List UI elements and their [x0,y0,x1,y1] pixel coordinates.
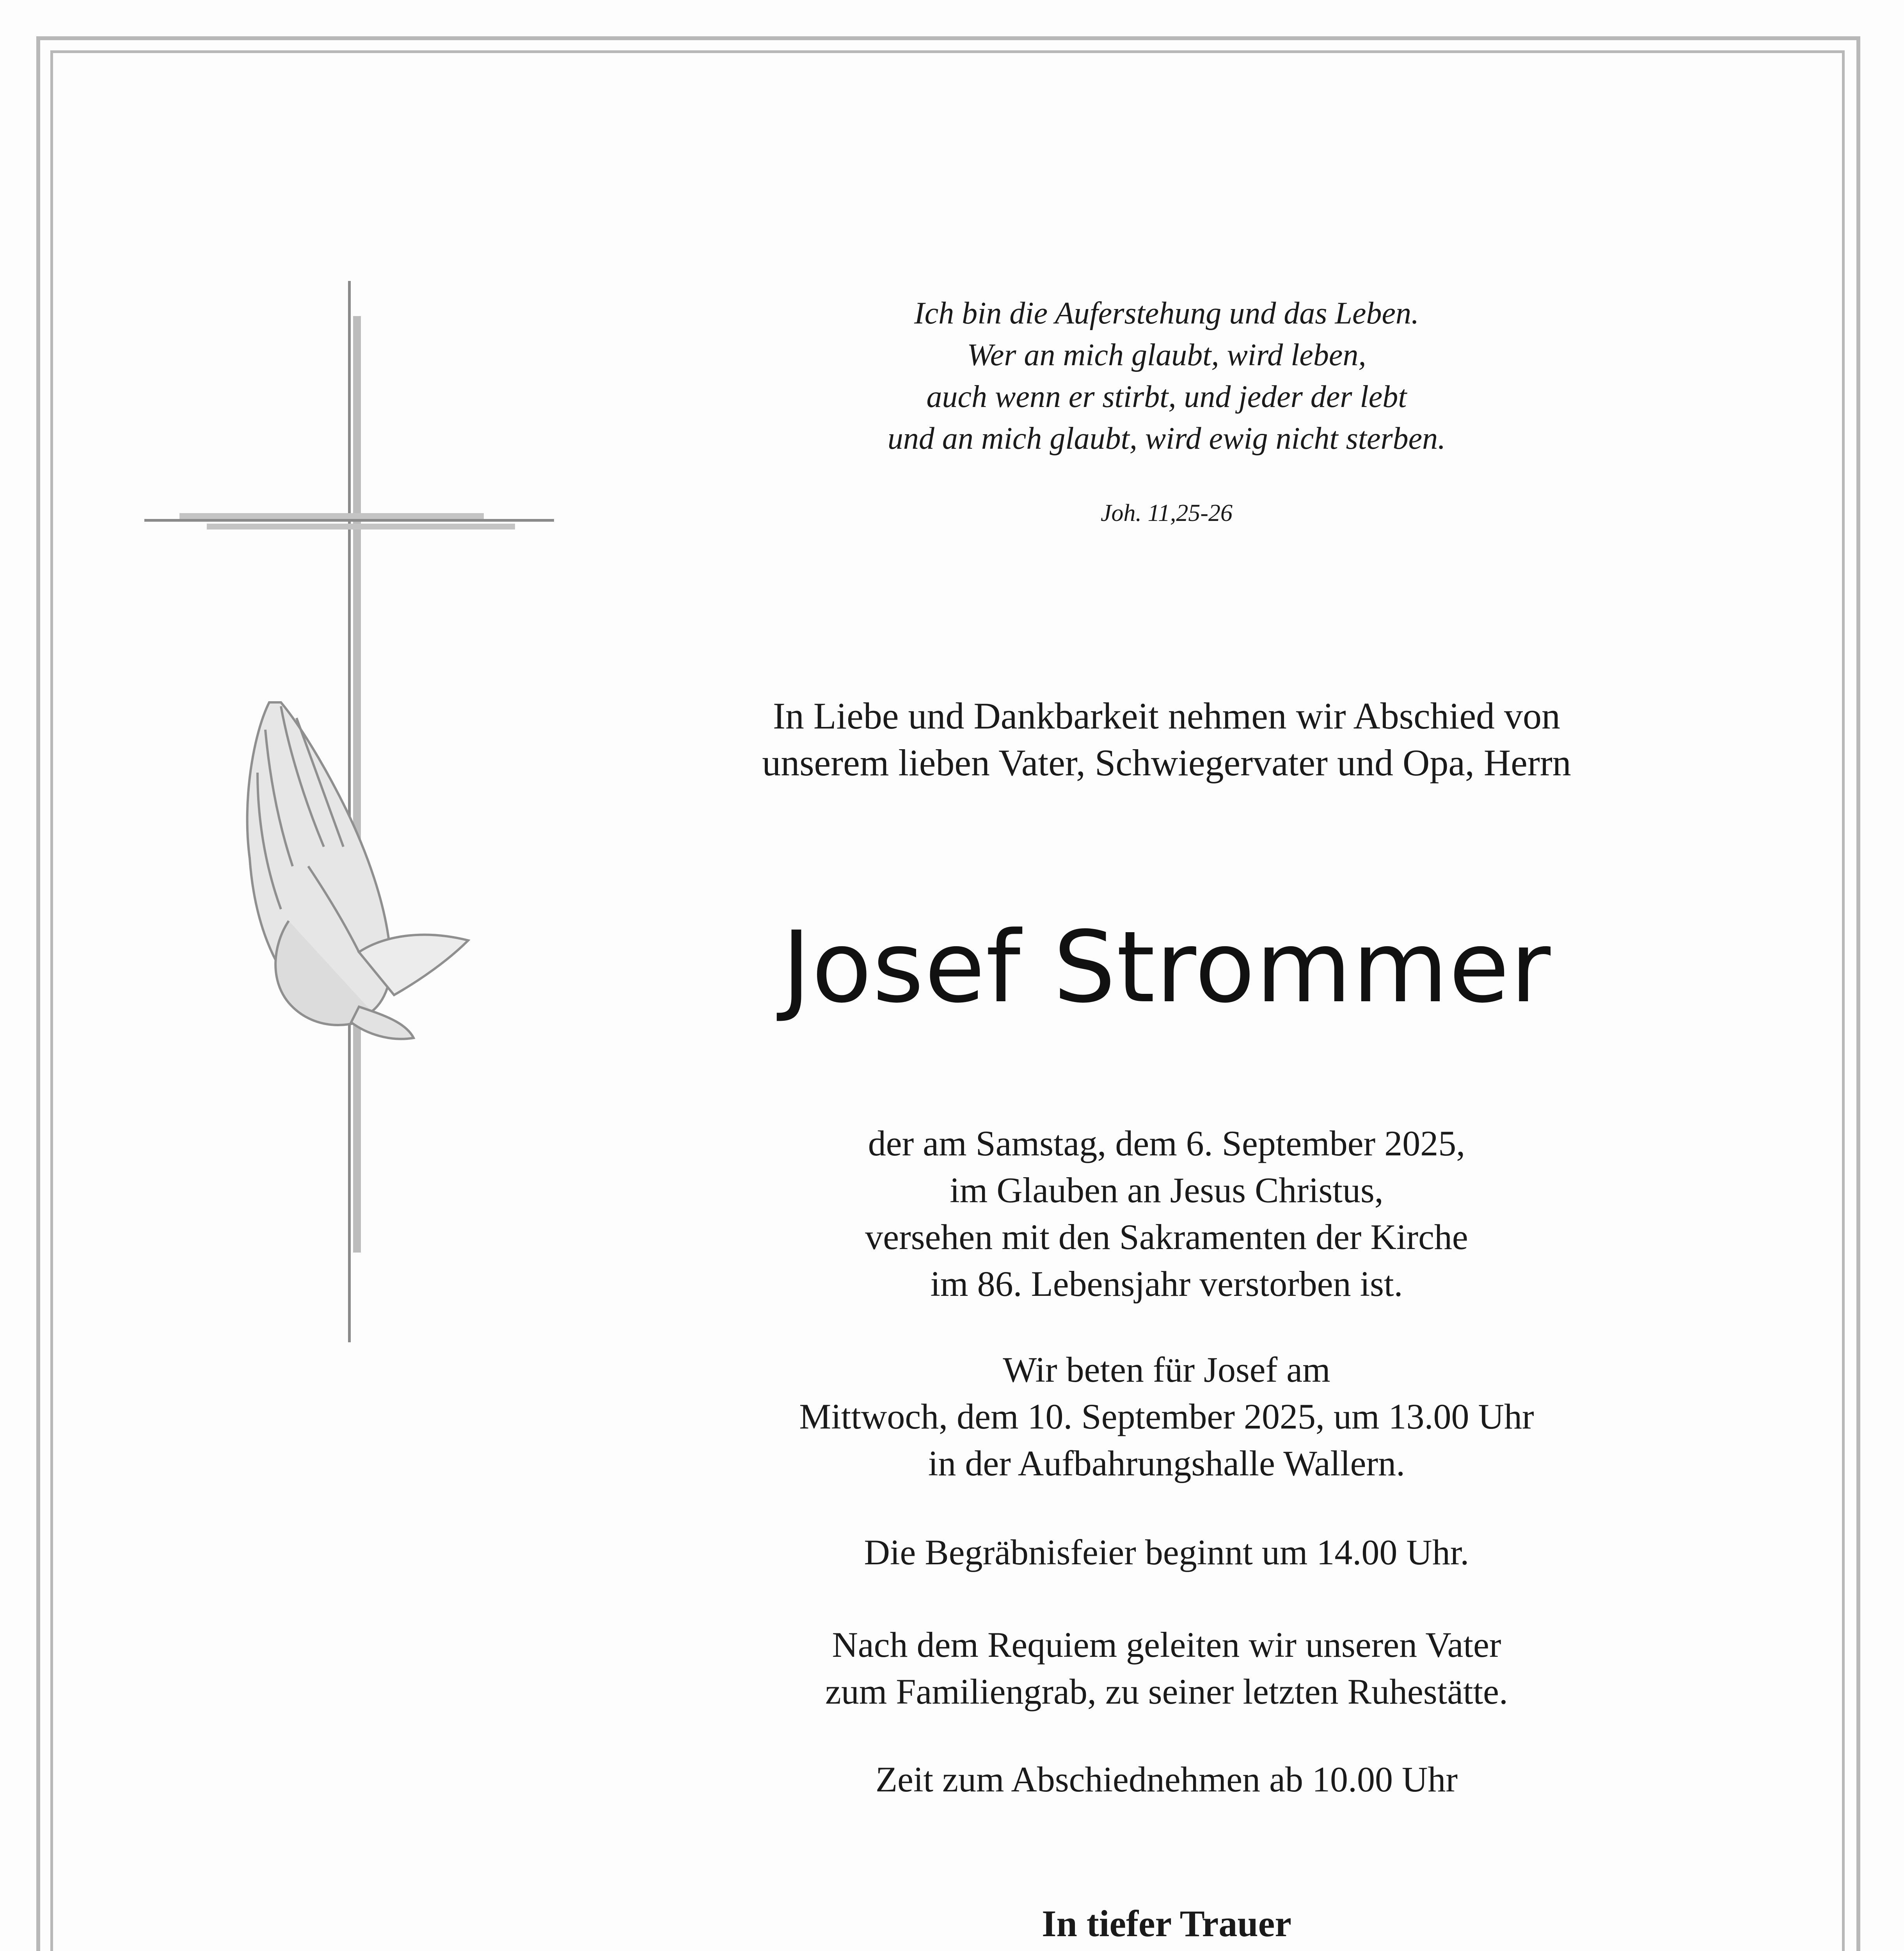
death-details-line: der am Samstag, dem 6. September 2025, [868,1123,1465,1163]
verse-reference: Joh. 11,25-26 [1100,500,1233,526]
death-details-line: im 86. Lebensjahr verstorben ist. [930,1264,1403,1304]
death-details-line: versehen mit den Sakramenten der Kirche [865,1217,1468,1257]
intro-text [620,693,1713,786]
deceased-name: Josef Strommer [781,910,1552,1025]
verse-line: und an mich glaubt, wird ewig nicht sterben. [887,421,1446,456]
prayer-line: in der Aufbahrungshalle Wallern. [928,1443,1405,1483]
prayer-line: Mittwoch, dem 10. September 2025, um 13.00 Uhr [799,1397,1534,1436]
verse-line: Ich bin die Auferstehung und das Leben. [914,296,1419,330]
bible-verse [620,293,1713,460]
funeral-time: Die Begräbnisfeier beginnt um 14.00 Uhr. [864,1532,1469,1572]
farewell-time: Zeit zum Abschiednehmen ab 10.00 Uhr [875,1759,1458,1799]
requiem-text [620,1621,1713,1715]
death-details [620,1120,1713,1307]
intro-line: In Liebe und Dankbarkeit nehmen wir Abschied von [773,695,1561,737]
prayer-line: Wir beten für Josef am [1003,1350,1330,1390]
intro-line: unserem lieben Vater, Schwiegervater und Opa, Herrn [762,742,1571,784]
cross-with-hands-icon [140,281,554,1350]
verse-line: auch wenn er stirbt, und jeder der lebt [926,380,1407,414]
death-details-line: im Glauben an Jesus Christus, [950,1170,1384,1210]
requiem-line: zum Familiengrab, zu seiner letzten Ruhestätte. [825,1672,1508,1711]
verse-line: Wer an mich glaubt, wird leben, [967,338,1366,372]
prayer-details [620,1346,1713,1487]
requiem-line: Nach dem Requiem geleiten wir unseren Vater [832,1625,1501,1665]
cross-icon [144,281,554,1342]
mourning-heading: In tiefer Trauer [1042,1903,1291,1944]
